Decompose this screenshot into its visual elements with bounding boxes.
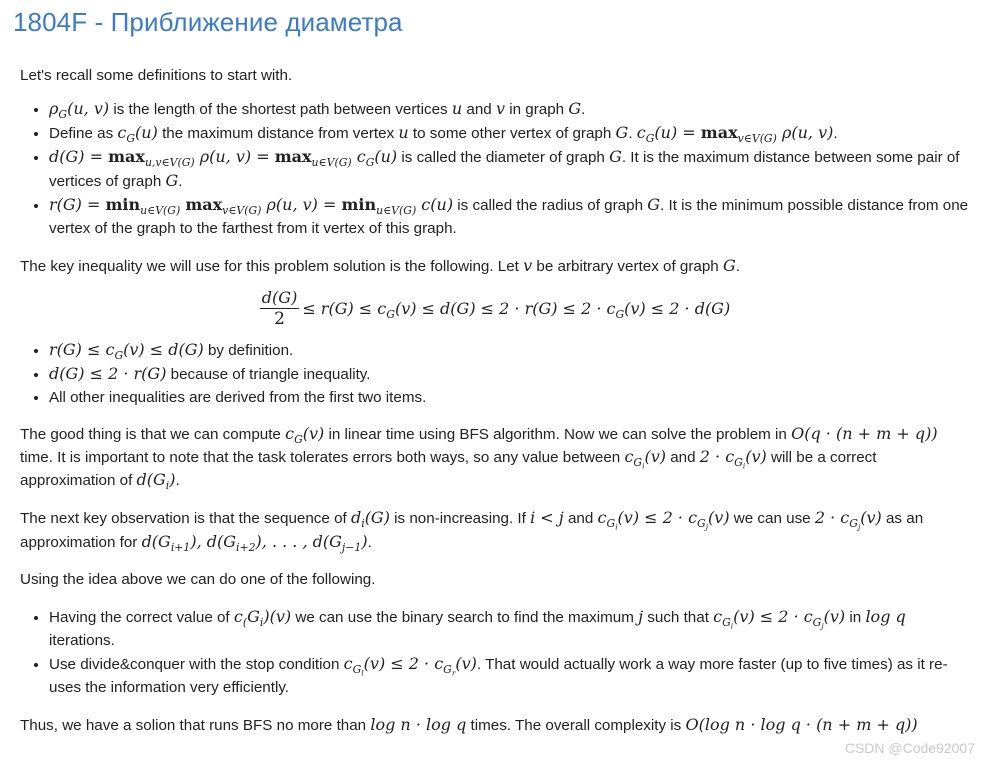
- math-2-c-gi-v: $2 \cdot c_{G_i}(v)$: [699, 447, 767, 471]
- key-ineq-text: The key inequality we will use for this problem solution is the following. Let: [20, 258, 524, 275]
- key-inequality-intro: [20, 254, 970, 278]
- list-item: [49, 652, 970, 699]
- d4-text: is called the radius of graph: [453, 197, 648, 214]
- good-t4: and: [665, 449, 700, 466]
- d1-text: is the length of the shortest path between vertices: [109, 101, 452, 118]
- d2-text2: to some other vertex of graph: [408, 125, 616, 142]
- d2-text: the maximum distance from vertex: [157, 125, 399, 142]
- math-j: j: [638, 607, 644, 626]
- paragraph-using-idea: Using the idea above we can do one of the following.: [20, 571, 376, 588]
- o2-t2: . That would actually work a way more faster (up to five times) as it re-uses the information very efficiently.: [49, 656, 948, 696]
- good-t2: in linear time using BFS algorithm. Now we can solve the problem in: [324, 426, 792, 443]
- math-u: u: [451, 99, 463, 118]
- math-log-q: log q: [865, 607, 906, 626]
- math-condition: $c_{G_i}(v) \le 2 \cdot c_{G_j}(v)$: [597, 508, 730, 532]
- list-item: [49, 362, 970, 386]
- page-title: 1804F - Приближение диаметра: [13, 7, 403, 37]
- list-item: [49, 97, 970, 121]
- o1-t5: iterations.: [49, 632, 115, 649]
- d1-and: and: [462, 101, 496, 118]
- math-complexity-naive: O(q · (n + m + q)): [791, 424, 938, 443]
- paragraph-next-observation: [20, 506, 970, 554]
- d1-in: in graph: [505, 101, 569, 118]
- o1-t1: Having the correct value of: [49, 609, 234, 626]
- good-t1: The good thing is that we can compute: [20, 426, 286, 443]
- d1-end: .: [581, 101, 586, 118]
- math-condition: $c_{G_i}(v) \le 2 \cdot c_{G_j}(v)$: [713, 607, 846, 631]
- intro-text: Let's recall some definitions to start with.: [20, 67, 293, 84]
- math-stop-condition: $c_{G_l}(v) \le 2 \cdot c_{G_r}(v)$: [343, 654, 477, 678]
- next-t1: The next key observation is that the sequence of: [20, 510, 351, 527]
- math-g: G: [615, 123, 629, 142]
- math-g: G: [647, 195, 661, 214]
- paragraph-conclusion: [20, 713, 970, 737]
- d2-pre: Define as: [49, 125, 118, 142]
- list-item: [49, 121, 970, 145]
- math-ineq-2: d(G) ≤ 2 · r(G): [49, 364, 167, 383]
- key-inequality-formula: [20, 288, 970, 332]
- ineq1-text: by definition.: [203, 342, 294, 359]
- math-ineq-1: $r(G) \le c_G(v) \le d(G)$: [49, 340, 204, 362]
- math-radius-formula: $r(G) = \min_{u\in V(G)} \max_{v\in V(G)} \rho(u$, $v) = \min_{u\in V(G)} c(u)$: [49, 195, 454, 217]
- math-g: G: [568, 99, 582, 118]
- math-final-complexity: O(log n · log q · (n + m + q)): [685, 715, 918, 734]
- list-item: [49, 605, 970, 652]
- list-item: [49, 193, 970, 240]
- good-t5: will be a correct approximation of: [20, 449, 877, 489]
- math-v: v: [523, 256, 533, 275]
- d3-end: .: [178, 173, 183, 190]
- math-2-c-gj-v: $2 \cdot c_{G_j}(v)$: [814, 508, 882, 532]
- good-t6: .: [175, 472, 180, 489]
- d2-end: .: [833, 125, 838, 142]
- final-t1: Thus, we have a solion that runs BFS no more than: [20, 717, 371, 734]
- next-t6: .: [367, 534, 372, 551]
- next-t2: is non-increasing. If: [389, 510, 531, 527]
- watermark: CSDN @Code92007: [844, 740, 975, 756]
- math-c-gi: $c_(G_i)(v)$: [233, 607, 292, 629]
- math-log-n-log-q: log n · log q: [370, 715, 467, 734]
- math-eccentricity-formula: $c_G(u) = \max_{v\in V(G)} \rho(u$, v): [636, 123, 834, 145]
- math-v: v: [495, 99, 505, 118]
- math-d-gi: $d(G_i)$: [136, 470, 176, 492]
- good-t3: time. It is important to note that the task tolerates errors both ways, so any value between: [20, 449, 625, 466]
- list-item: [49, 145, 970, 193]
- d3-text: is called the diameter of graph: [397, 149, 610, 166]
- math-i-less-j: i < j: [530, 508, 564, 527]
- key-ineq-end: .: [735, 258, 740, 275]
- options-list: [20, 605, 970, 699]
- math-c-gi-v: $c_{G_i}(v)$: [624, 447, 666, 471]
- ineq2-text: because of triangle inequality.: [166, 366, 371, 383]
- o1-t4: in: [845, 609, 866, 626]
- key-ineq-text2: be arbitrary vertex of graph: [532, 258, 723, 275]
- list-item: [49, 338, 970, 362]
- next-t5: as an approximation for: [20, 510, 924, 551]
- d3-text2: . It is the maximum distance between some pair of vertices of graph: [49, 149, 960, 190]
- inequality-notes-list: [20, 338, 970, 409]
- d2-sep: .: [628, 125, 637, 142]
- d4-text2: . It is the minimum possible distance from one vertex of the graph to the farthest from it vertex of this graph.: [49, 197, 969, 237]
- math-diameter-formula: $d(G) = \max_{u,v\in V(G)} \rho(u$, $v) = \max_{u\in V(G)} c_G(u)$: [49, 147, 398, 169]
- definitions-list: [20, 97, 970, 240]
- o1-t2: we can use the binary search to find the maximum: [291, 609, 639, 626]
- inequality-chain: ≤ $r(G) \le c_G(v) \le d(G) \le 2 \cdot r(G) \le 2 \cdot c_G(v) \le 2 \cdot d(G)$: [302, 299, 731, 321]
- editorial-content: [20, 64, 970, 737]
- fraction-d-over-2: [260, 288, 300, 329]
- o1-t3: such that: [643, 609, 714, 626]
- math-c-g-u: $c_G(u)$: [117, 123, 158, 145]
- math-g: G: [609, 147, 622, 166]
- fraction-numerator: d(G): [261, 288, 298, 307]
- math-d-sequence: $d(G_{i+1})$, $d(G_{i+2})$, . . . , $d(G_{j-1})$: [141, 532, 368, 554]
- o2-t1: Use divide&conquer with the stop condition: [49, 656, 344, 673]
- fraction-denominator: 2: [274, 309, 285, 329]
- math-g: G: [722, 256, 736, 275]
- next-t3: and: [563, 510, 598, 527]
- math-c-g-v: $c_G(v)$: [285, 424, 325, 446]
- ineq3-text: All other inequalities are derived from the first two items.: [49, 389, 427, 406]
- math-di-g: $d_i(G)$: [350, 508, 390, 530]
- math-u: u: [398, 123, 409, 142]
- paragraph-good-thing: [20, 423, 970, 492]
- next-t4: we can use: [729, 510, 815, 527]
- math-g: G: [165, 171, 179, 190]
- math-rho-g: $\rho_G(u$, v): [49, 99, 110, 121]
- final-t2: times. The overall complexity is: [466, 717, 686, 734]
- list-item: [49, 386, 970, 409]
